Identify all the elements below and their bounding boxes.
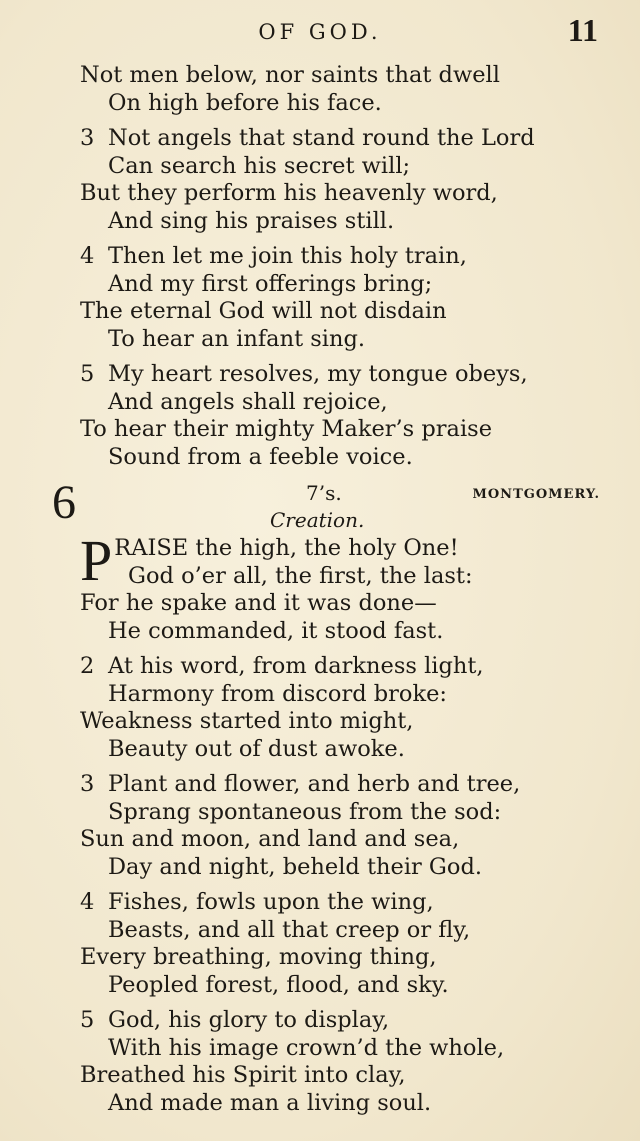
verse-number: 4 <box>80 243 95 269</box>
verse-line: He commanded, it stood fast. <box>108 617 444 644</box>
verse-number: 4 <box>80 889 95 915</box>
verse-line: God, his glory to display, <box>108 1007 390 1033</box>
verse-line: Plant and flower, and herb and tree, <box>108 771 521 797</box>
verse-line: Breathed his Spirit into clay, <box>80 1062 406 1088</box>
verse-line: Every breathing, moving thing, <box>80 944 437 970</box>
hymn-subject: Creation. <box>270 508 365 532</box>
verse-number: 3 <box>80 771 95 797</box>
verse-line: But they perform his heavenly word, <box>80 180 498 206</box>
verse-line: Beauty out of dust awoke. <box>108 735 405 762</box>
verse-line: Then let me join this holy train, <box>108 243 467 269</box>
verse-line: And made man a living soul. <box>108 1089 432 1116</box>
verse-number: 5 <box>80 1007 95 1033</box>
verse-line: Weakness started into might, <box>80 708 414 734</box>
verse-number: 2 <box>80 653 95 679</box>
verse-line: Beasts, and all that creep or fly, <box>108 916 471 943</box>
stanza <box>80 653 580 763</box>
verse-line: And sing his praises still. <box>108 207 395 234</box>
verse-line: RAISE the high, the holy One! <box>114 535 459 561</box>
verse-number: 3 <box>80 125 95 151</box>
verse-line: Not men below, nor saints that dwell <box>80 62 500 88</box>
drop-cap: P <box>80 528 113 593</box>
verse-line: Day and night, beheld their God. <box>108 853 483 880</box>
verse-line: Peopled forest, flood, and sky. <box>108 971 449 998</box>
verse-line: Fishes, fowls upon the wing, <box>108 889 434 915</box>
stanza <box>80 361 580 471</box>
running-head: OF GOD. <box>258 20 382 44</box>
verse-line: Harmony from discord broke: <box>108 680 447 707</box>
continued-stanza <box>80 62 580 117</box>
verse-line: God o’er all, the first, the last: <box>128 562 473 589</box>
verse-line: With his image crown’d the whole, <box>108 1034 505 1061</box>
hymn-meter: 7’s. <box>306 481 342 505</box>
verse-line: To hear their mighty Maker’s praise <box>80 416 493 442</box>
verse-line: At his word, from darkness light, <box>108 653 484 679</box>
verse-line: On high before his face. <box>108 89 382 116</box>
verse-line: Sun and moon, and land and sea, <box>80 826 460 852</box>
verse-line: Not angels that stand round the Lord <box>108 125 535 151</box>
verse-line: My heart resolves, my tongue obeys, <box>108 361 528 387</box>
stanza <box>80 243 580 353</box>
verse-line: Can search his secret will; <box>108 152 411 179</box>
verse-line: To hear an infant sing. <box>108 325 366 352</box>
verse-line: The eternal God will not disdain <box>80 298 447 324</box>
first-stanza <box>80 528 580 645</box>
verse-line: And angels shall rejoice, <box>108 388 388 415</box>
verse-line: For he spake and it was done— <box>80 590 437 616</box>
stanza <box>80 125 580 235</box>
stanza <box>80 889 580 999</box>
stanza <box>80 771 580 881</box>
page-body <box>52 62 600 1125</box>
hymn-author: MONTGOMERY. <box>472 487 600 502</box>
verse-line: And my first offerings bring; <box>108 270 433 297</box>
stanza <box>80 1007 580 1117</box>
page-number: 11 <box>567 12 598 48</box>
verse-line: Sound from a feeble voice. <box>108 443 413 470</box>
hymn-number: 6 <box>52 476 76 529</box>
hymn-heading <box>52 476 600 535</box>
verse-number: 5 <box>80 361 95 387</box>
verse-line: Sprang spontaneous from the sod: <box>108 798 502 825</box>
